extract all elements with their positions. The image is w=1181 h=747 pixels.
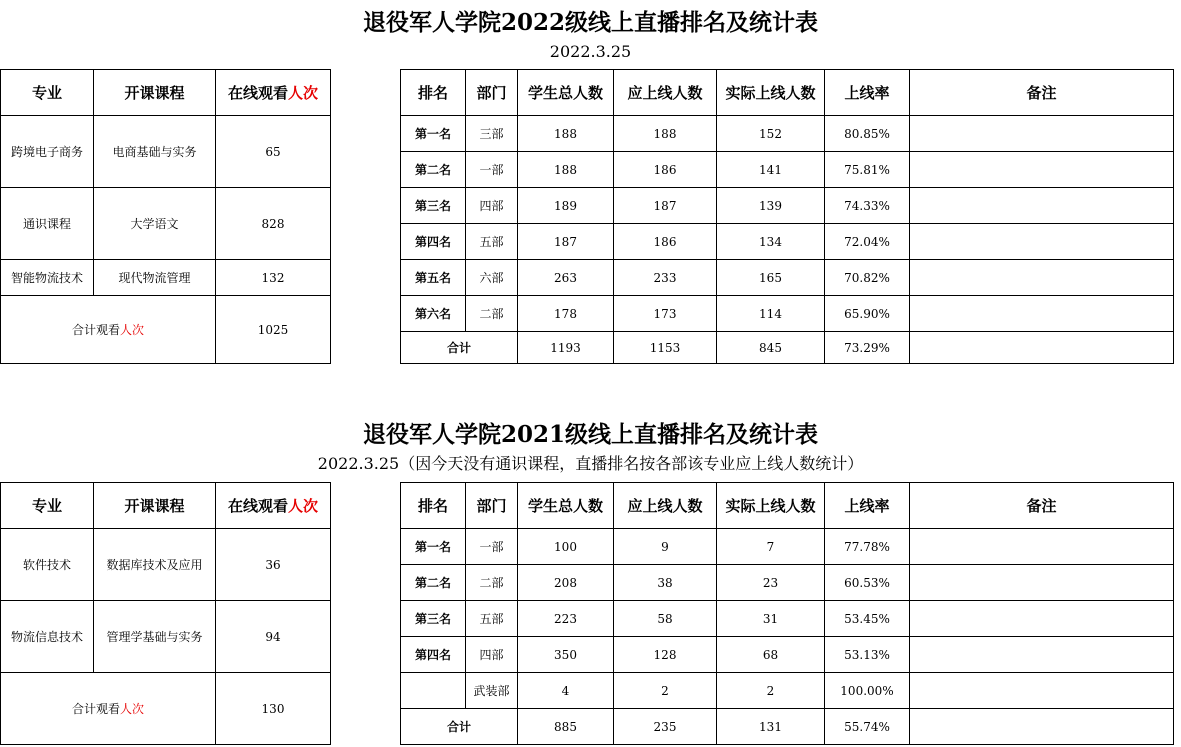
total-cell: 208	[518, 565, 614, 601]
should-cell: 9	[614, 529, 717, 565]
actual-cell: 165	[717, 260, 825, 296]
dept-cell: 武装部	[466, 673, 518, 709]
rank-total-actual: 131	[717, 709, 825, 745]
col-header-rate: 上线率	[825, 70, 910, 116]
col-header-should: 应上线人数	[614, 70, 717, 116]
rank-cell: 第六名	[401, 296, 466, 332]
rate-cell: 80.85%	[825, 116, 910, 152]
rank-total-total: 885	[518, 709, 614, 745]
total-cell: 189	[518, 188, 614, 224]
col-header-total: 学生总人数	[518, 483, 614, 529]
rank-cell	[401, 673, 466, 709]
rank-total-remark	[910, 709, 1174, 745]
total-cell: 4	[518, 673, 614, 709]
col-header-actual: 实际上线人数	[717, 70, 825, 116]
col-header-dept: 部门	[466, 483, 518, 529]
dept-cell: 五部	[466, 601, 518, 637]
col-header-major: 专业	[1, 483, 94, 529]
total-cell: 178	[518, 296, 614, 332]
remark-cell	[910, 296, 1174, 332]
actual-cell: 134	[717, 224, 825, 260]
dept-cell: 一部	[466, 152, 518, 188]
rank-total-label: 合计	[401, 332, 518, 364]
actual-cell: 114	[717, 296, 825, 332]
total-cell: 187	[518, 224, 614, 260]
remark-cell	[910, 529, 1174, 565]
actual-cell: 31	[717, 601, 825, 637]
remark-cell	[910, 565, 1174, 601]
remark-cell	[910, 260, 1174, 296]
col-header-total: 学生总人数	[518, 70, 614, 116]
dept-cell: 六部	[466, 260, 518, 296]
should-cell: 173	[614, 296, 717, 332]
rank-total-rate: 73.29%	[825, 332, 910, 364]
remark-cell	[910, 152, 1174, 188]
actual-cell: 152	[717, 116, 825, 152]
rate-cell: 77.78%	[825, 529, 910, 565]
rate-cell: 70.82%	[825, 260, 910, 296]
total-cell: 263	[518, 260, 614, 296]
rank-cell: 第三名	[401, 188, 466, 224]
dept-cell: 二部	[466, 565, 518, 601]
course-name: 电商基础与实务	[94, 116, 216, 188]
course-major: 跨境电子商务	[1, 116, 94, 188]
rank-cell: 第四名	[401, 224, 466, 260]
spacer-column	[331, 483, 401, 745]
course-major: 软件技术	[1, 529, 94, 601]
should-cell: 187	[614, 188, 717, 224]
col-header-course: 开课课程	[94, 483, 216, 529]
header-row	[1, 483, 1174, 529]
dept-cell: 五部	[466, 224, 518, 260]
course-total-value: 130	[216, 673, 331, 745]
title-2022: 退役军人学院2022级线上直播排名及统计表	[362, 9, 818, 36]
rate-cell: 53.13%	[825, 637, 910, 673]
table-row	[1, 188, 1174, 224]
rank-cell: 第五名	[401, 260, 466, 296]
should-cell: 38	[614, 565, 717, 601]
rank-cell: 第二名	[401, 152, 466, 188]
col-header-course: 开课课程	[94, 70, 216, 116]
should-cell: 233	[614, 260, 717, 296]
course-total-value: 1025	[216, 296, 331, 364]
actual-cell: 2	[717, 673, 825, 709]
remark-cell	[910, 224, 1174, 260]
course-name: 现代物流管理	[94, 260, 216, 296]
col-header-views: 在线观看人次	[216, 483, 331, 529]
rank-cell: 第四名	[401, 637, 466, 673]
dept-cell: 一部	[466, 529, 518, 565]
course-name: 大学语文	[94, 188, 216, 260]
remark-cell	[910, 673, 1174, 709]
col-header-views: 在线观看人次	[216, 70, 331, 116]
course-name: 管理学基础与实务	[94, 601, 216, 673]
col-header-remark: 备注	[910, 70, 1174, 116]
should-cell: 2	[614, 673, 717, 709]
total-cell: 100	[518, 529, 614, 565]
course-major: 智能物流技术	[1, 260, 94, 296]
stats-table-2021	[0, 482, 1181, 746]
dept-cell: 二部	[466, 296, 518, 332]
actual-cell: 141	[717, 152, 825, 188]
col-header-actual: 实际上线人数	[717, 483, 825, 529]
subtitle-2022: 2022.3.25	[549, 42, 632, 61]
table-row	[1, 260, 1174, 296]
total-cell: 223	[518, 601, 614, 637]
rank-cell: 第一名	[401, 529, 466, 565]
rate-cell: 65.90%	[825, 296, 910, 332]
actual-cell: 23	[717, 565, 825, 601]
dept-cell: 三部	[466, 116, 518, 152]
rank-cell: 第二名	[401, 565, 466, 601]
rate-cell: 75.81%	[825, 152, 910, 188]
total-cell: 188	[518, 152, 614, 188]
total-cell: 188	[518, 116, 614, 152]
col-header-rank: 排名	[401, 483, 466, 529]
dept-cell: 四部	[466, 188, 518, 224]
rate-cell: 72.04%	[825, 224, 910, 260]
remark-cell	[910, 116, 1174, 152]
rank-total-should: 235	[614, 709, 717, 745]
rank-total-remark	[910, 332, 1174, 364]
rank-total-label: 合计	[401, 709, 518, 745]
col-header-should: 应上线人数	[614, 483, 717, 529]
course-major: 物流信息技术	[1, 601, 94, 673]
rate-cell: 100.00%	[825, 673, 910, 709]
course-total-label: 合计观看人次	[1, 296, 216, 364]
table-row	[1, 529, 1174, 565]
rank-cell: 第一名	[401, 116, 466, 152]
stats-table-2022	[0, 69, 1181, 363]
actual-cell: 139	[717, 188, 825, 224]
rank-total-rate: 55.74%	[825, 709, 910, 745]
spacer-column	[331, 70, 401, 364]
remark-cell	[910, 637, 1174, 673]
subtitle-2021: 2022.3.25（因今天没有通识课程，直播排名按各部该专业应上线人数统计）	[317, 454, 864, 473]
col-header-remark: 备注	[910, 483, 1174, 529]
course-major: 通识课程	[1, 188, 94, 260]
actual-cell: 7	[717, 529, 825, 565]
rank-cell: 第三名	[401, 601, 466, 637]
should-cell: 186	[614, 152, 717, 188]
dept-cell: 四部	[466, 637, 518, 673]
col-header-major: 专业	[1, 70, 94, 116]
rank-total-should: 1153	[614, 332, 717, 364]
rate-cell: 53.45%	[825, 601, 910, 637]
course-name: 数据库技术及应用	[94, 529, 216, 601]
remark-cell	[910, 601, 1174, 637]
rank-total-total: 1193	[518, 332, 614, 364]
title-2021: 退役军人学院2021级线上直播排名及统计表	[362, 421, 818, 448]
header-row	[1, 70, 1174, 116]
course-views: 36	[216, 529, 331, 601]
course-views: 94	[216, 601, 331, 673]
table-row	[1, 296, 1174, 332]
actual-cell: 68	[717, 637, 825, 673]
table-row	[1, 116, 1174, 152]
should-cell: 186	[614, 224, 717, 260]
should-cell: 188	[614, 116, 717, 152]
rate-cell: 74.33%	[825, 188, 910, 224]
course-views: 828	[216, 188, 331, 260]
should-cell: 128	[614, 637, 717, 673]
col-header-rank: 排名	[401, 70, 466, 116]
rate-cell: 60.53%	[825, 565, 910, 601]
col-header-rate: 上线率	[825, 483, 910, 529]
table-row	[1, 673, 1174, 709]
rank-total-actual: 845	[717, 332, 825, 364]
table-row	[1, 601, 1174, 637]
should-cell: 58	[614, 601, 717, 637]
course-views: 132	[216, 260, 331, 296]
remark-cell	[910, 188, 1174, 224]
total-cell: 350	[518, 637, 614, 673]
col-header-dept: 部门	[466, 70, 518, 116]
course-total-label: 合计观看人次	[1, 673, 216, 745]
course-views: 65	[216, 116, 331, 188]
